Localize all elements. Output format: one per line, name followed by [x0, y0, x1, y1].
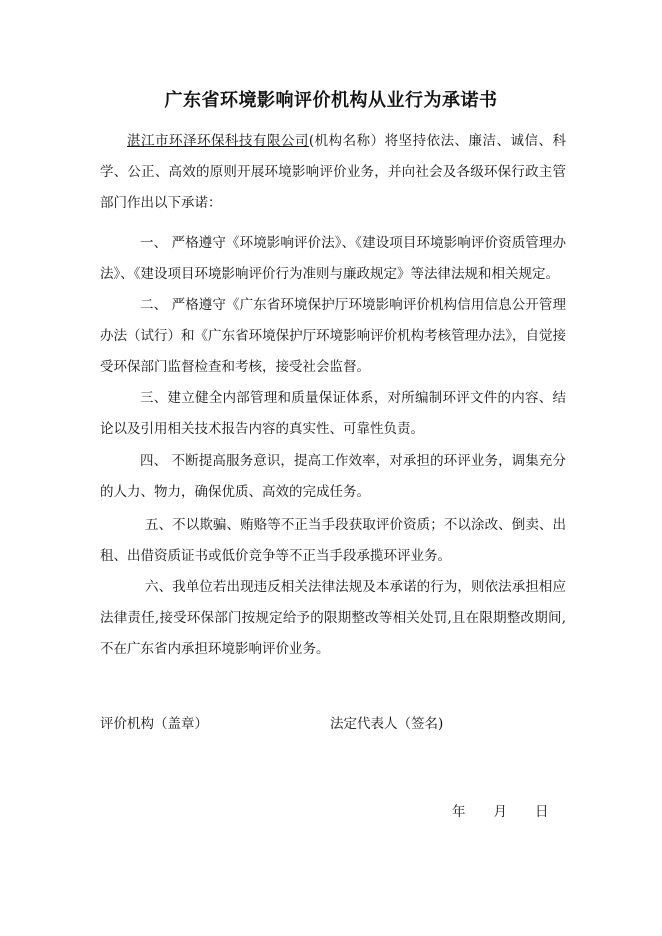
- commitment-item-4: 四、 不断提高服务意识，提高工作效率，对承担的环评业务，调集充分的人力、物力，确保优质、高效的完成任务。: [100, 453, 566, 500]
- commitment-item-3: 三、建立健全内部管理和质量保证体系，对所编制环评文件的内容、结论以及引用相关技术报告内容的真实性、可靠性负责。: [100, 390, 566, 437]
- intro-text: (机构名称）将坚持依法、廉洁、诚信、科学、公正、高效的原则开展环境影响评价业务，并向社会及各级环保行政主管部门作出以下承诺：: [100, 133, 566, 211]
- date-day: 日: [535, 804, 549, 820]
- date-year: 年: [452, 804, 466, 820]
- commitment-item-2: 二、 严格遵守《广东省环境保护厅环境影响评价机构信用信息公开管理办法（试行）和《广东省环境保护厅环境影响评价机构考核管理办法》，自觉接受环保部门监督检查和考核，接受社会监督。: [100, 297, 566, 375]
- org-seal-label: 评价机构（盖章）: [100, 716, 208, 732]
- legal-rep-label: 法定代表人（签名): [330, 716, 444, 732]
- commitment-item-1: 一、 严格遵守《环境影响评价法》、《建设项目环境影响评价资质管理办法》、《建设项目环境影响评价行为准则与廉政规定》等法律法规和相关规定。: [100, 235, 566, 282]
- org-name: 湛江市环泽环保科技有限公司: [127, 133, 309, 149]
- document-title: 广东省环境影响评价机构从业行为承诺书: [164, 90, 498, 111]
- intro-paragraph: [100, 126, 566, 219]
- date-line: [452, 800, 549, 820]
- date-month: 月: [493, 804, 507, 820]
- commitment-item-6: 六、我单位若出现违反相关法律法规及本承诺的行为，则依法承担相应法律责任,接受环保部门按规定给予的限期整改等相关处罚,且在限期整改期间,不在广东省内承担环境影响评价业务。: [100, 579, 566, 657]
- commitment-item-5: 五、不以欺骗、贿赂等不正当手段获取评价资质；不以涂改、倒卖、出租、出借资质证书或低价竞争等不正当手段承揽环评业务。: [100, 517, 566, 564]
